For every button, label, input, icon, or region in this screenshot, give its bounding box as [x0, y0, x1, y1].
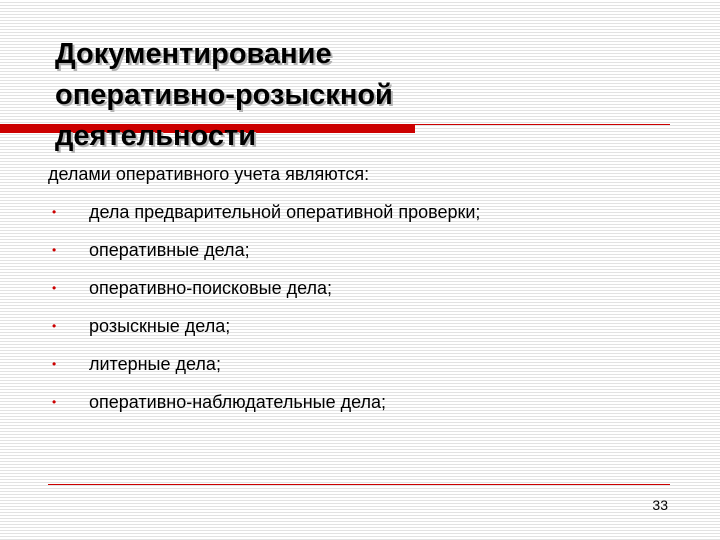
bullet-icon: • [52, 281, 57, 295]
list-item [48, 200, 688, 224]
bullet-icon: • [52, 395, 57, 409]
list-item-text: оперативно-наблюдательные дела; [89, 392, 387, 412]
intro-text: делами оперативного учета являются: [48, 164, 370, 184]
bullet-icon: • [52, 357, 57, 371]
bullet-list [48, 200, 688, 414]
list-item-text: розыскные дела; [89, 316, 231, 336]
footer-divider-line [48, 484, 670, 485]
list-item [48, 390, 688, 414]
page-number: 33 [652, 497, 668, 513]
list-item [48, 352, 688, 376]
slide-body [48, 162, 688, 414]
list-item [48, 314, 688, 338]
title-line: деятельности [55, 120, 257, 152]
bullet-icon: • [52, 319, 57, 333]
list-item-text: оперативные дела; [89, 240, 250, 260]
list-item-text: оперативно-поисковые дела; [89, 278, 333, 298]
title-line: оперативно-розыскной [55, 79, 393, 111]
list-item [48, 276, 688, 300]
title-line: Документирование [55, 38, 332, 70]
bullet-icon: • [52, 243, 57, 257]
bullet-icon: • [52, 205, 57, 219]
list-item-text: литерные дела; [89, 354, 221, 374]
list-item [48, 238, 688, 262]
list-item-text: дела предварительной оперативной проверки; [89, 202, 481, 222]
slide-title [55, 34, 655, 157]
